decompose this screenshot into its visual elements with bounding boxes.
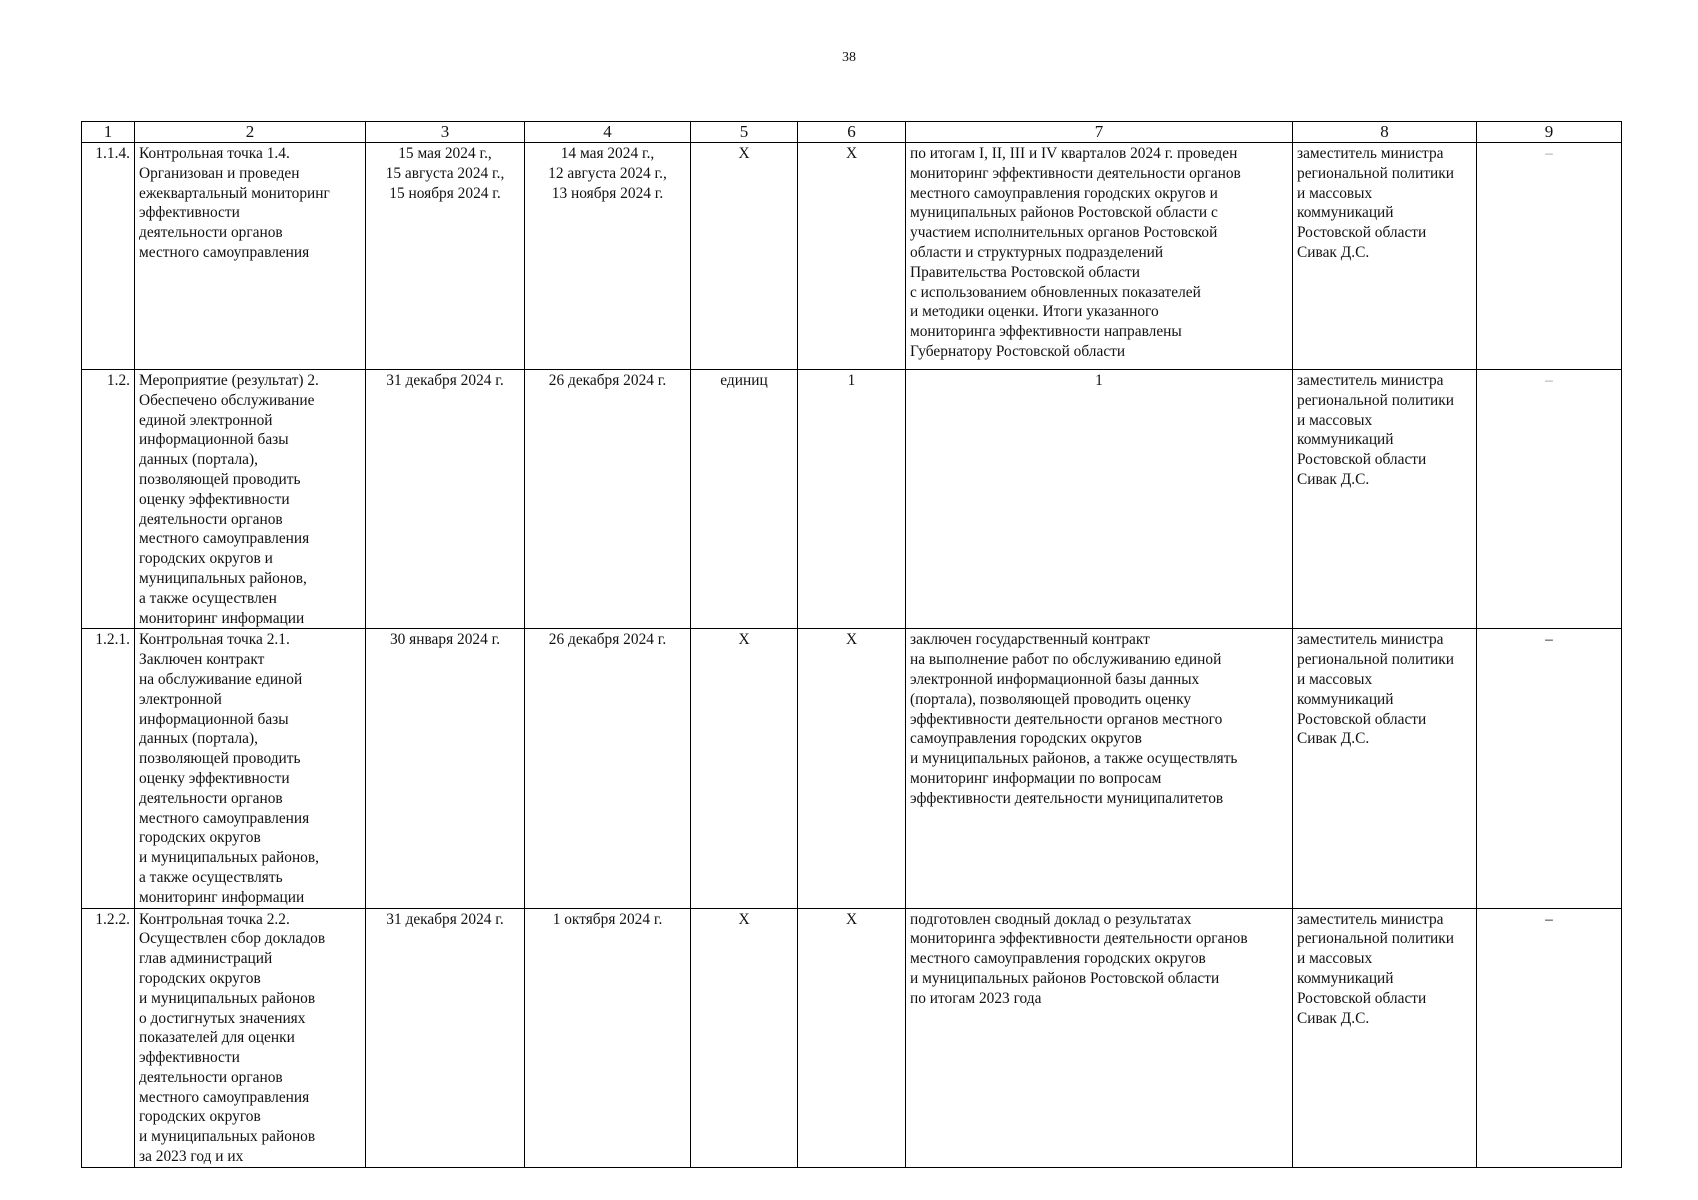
row-plan-date: 31 декабря 2024 г. [366, 908, 525, 1167]
table-header-row [82, 122, 1622, 143]
row-note: – [1477, 143, 1622, 370]
row-number: 1.2.1. [82, 629, 135, 908]
row-plan-value: Х [798, 143, 906, 370]
row-plan-value: Х [798, 908, 906, 1167]
row-plan-date: 15 мая 2024 г., 15 августа 2024 г., 15 ноября 2024 г. [366, 143, 525, 370]
table-row [82, 908, 1622, 1167]
row-plan-date: 30 января 2024 г. [366, 629, 525, 908]
row-note: – [1477, 370, 1622, 629]
row-plan-value: 1 [798, 370, 906, 629]
row-plan-value: Х [798, 629, 906, 908]
row-name: Контрольная точка 2.2. Осуществлен сбор докладов глав администраций городских округов и муниципальных районов о достигнутых значениях показателей для оценки эффективности деятельности органов местного самоуправления городских округов и муниципальных районов за 2023 год и их [135, 908, 366, 1167]
column-header: 9 [1477, 122, 1622, 143]
row-unit: Х [691, 908, 798, 1167]
row-result: подготовлен сводный доклад о результатах мониторинга эффективности деятельности органов местного самоуправления городских округов и муниципальных районов Ростовской области по итогам 2023 года [906, 908, 1293, 1167]
column-header: 7 [906, 122, 1293, 143]
page-number: 38 [842, 50, 856, 65]
row-name: Контрольная точка 1.4. Организован и проведен ежеквартальный мониторинг эффективности деятельности органов местного самоуправления [135, 143, 366, 370]
row-fact-date: 26 декабря 2024 г. [525, 370, 691, 629]
row-unit: Х [691, 143, 798, 370]
column-header: 5 [691, 122, 798, 143]
table-row [82, 629, 1622, 908]
table-row [82, 370, 1622, 629]
row-number: 1.1.4. [82, 143, 135, 370]
row-number: 1.2.2. [82, 908, 135, 1167]
column-header: 2 [135, 122, 366, 143]
row-unit: единиц [691, 370, 798, 629]
row-unit: Х [691, 629, 798, 908]
row-result: 1 [906, 370, 1293, 629]
row-result: заключен государственный контракт на выполнение работ по обслуживанию единой электронной информационной базы данных (портала), позволяющей проводить оценку эффективности деятельности органов местного самоуправления городских округов и муниципальных районов, а также осуществлять мониторинг информации по вопросам эффективности деятельности муниципалитетов [906, 629, 1293, 908]
row-note: – [1477, 629, 1622, 908]
row-note: – [1477, 908, 1622, 1167]
column-header: 6 [798, 122, 906, 143]
row-responsible: заместитель министра региональной политики и массовых коммуникаций Ростовской области Сивак Д.С. [1293, 629, 1477, 908]
row-plan-date: 31 декабря 2024 г. [366, 370, 525, 629]
row-fact-date: 26 декабря 2024 г. [525, 629, 691, 908]
row-fact-date: 1 октября 2024 г. [525, 908, 691, 1167]
column-header: 8 [1293, 122, 1477, 143]
table-row [82, 143, 1622, 370]
report-table [81, 121, 1622, 1168]
row-result: по итогам I, II, III и IV кварталов 2024 г. проведен мониторинг эффективности деятельности органов местного самоуправления городских округов и муниципальных районов Ростовской области с участием исполнительных органов Ростовской области и структурных подразделений Правительства Ростовской области с использованием обновленных показателей и методики оценки. Итоги указанного мониторинга эффективности направлены Губернатору Ростовской области [906, 143, 1293, 370]
column-header: 3 [366, 122, 525, 143]
row-fact-date: 14 мая 2024 г., 12 августа 2024 г., 13 ноября 2024 г. [525, 143, 691, 370]
column-header: 4 [525, 122, 691, 143]
row-responsible: заместитель министра региональной политики и массовых коммуникаций Ростовской области Сивак Д.С. [1293, 908, 1477, 1167]
row-number: 1.2. [82, 370, 135, 629]
row-responsible: заместитель министра региональной политики и массовых коммуникаций Ростовской области Сивак Д.С. [1293, 143, 1477, 370]
row-name: Контрольная точка 2.1. Заключен контракт на обслуживание единой электронной информационной базы данных (портала), позволяющей проводить оценку эффективности деятельности органов местного самоуправления городских округов и муниципальных районов, а также осуществлять мониторинг информации [135, 629, 366, 908]
column-header: 1 [82, 122, 135, 143]
row-responsible: заместитель министра региональной политики и массовых коммуникаций Ростовской области Сивак Д.С. [1293, 370, 1477, 629]
row-name: Мероприятие (результат) 2. Обеспечено обслуживание единой электронной информационной базы данных (портала), позволяющей проводить оценку эффективности деятельности органов местного самоуправления городских округов и муниципальных районов, а также осуществлен мониторинг информации [135, 370, 366, 629]
